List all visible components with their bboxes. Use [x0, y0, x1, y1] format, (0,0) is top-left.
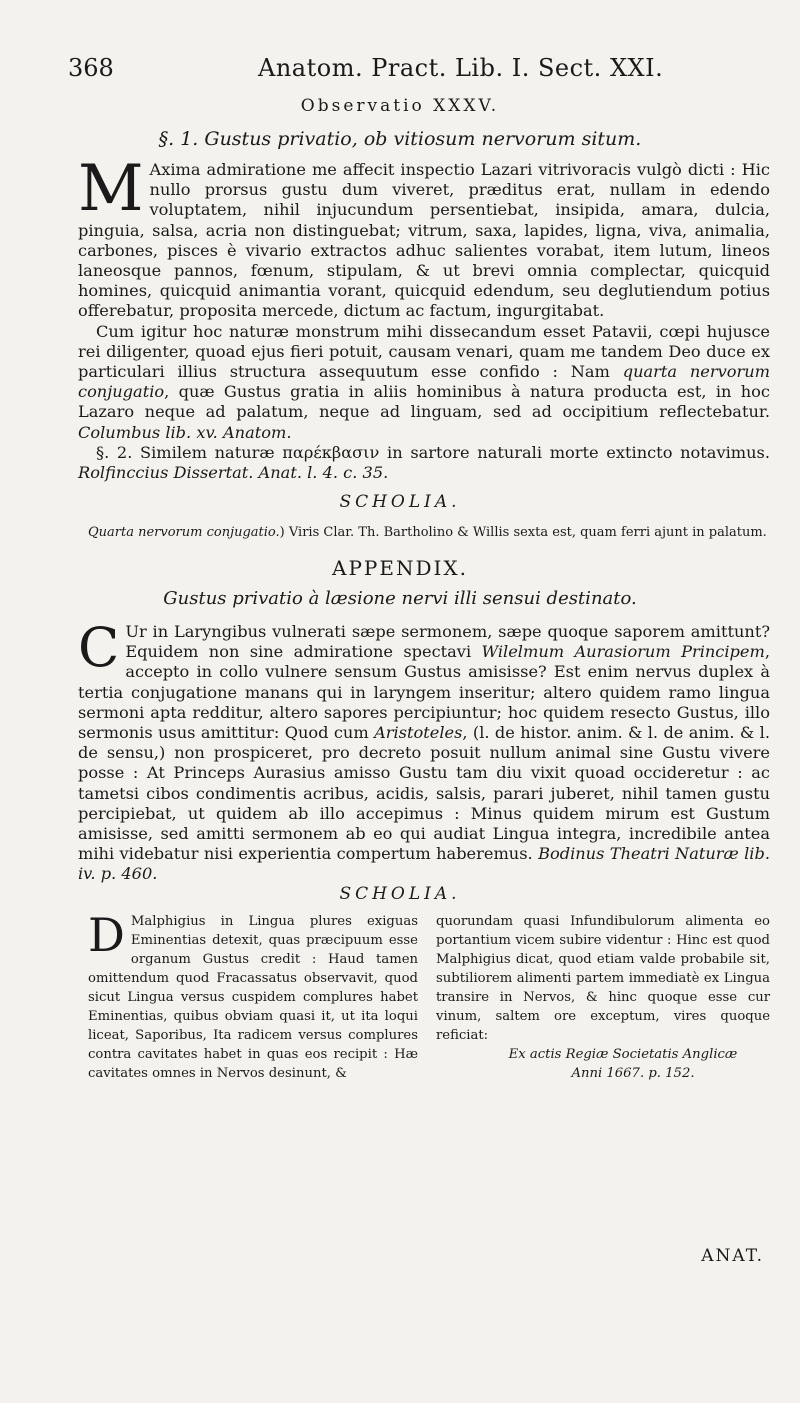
paragraph-4-text-b: , accepto in collo vulnere sensum Gustus amisisse? Est enim nervus duplex à tertia conjugatione manans qui in laryngem inseritur; altero quidem ramo lingua sermoni apta redditur, altero sapores percipiuntur; hoc quidem resecto Gustus, illo sermonis usus amittitur: Quod cum — [78, 642, 770, 743]
paragraph-4-text-c: , (l. de histor. anim. & l. de anim. & l. de sensu,) non prospiceret, pro decreto posuit nullum animal sine Gustu vivere posse : At Princeps Aurasius amisso Gustu tam diu vixit quoad occideretur : ac tametsi cibos condimentis acribus, acidis, salsis, parari juberet, nihil tamen gustu percipiebat, ut quidem ab illo accepimus : Minus quidem mirum est Gustum amisisse, sed amitti sermonem ab eo qui audiat Lingua integra, incredibile antea mihi videbatur nisi experientia compertum haberemus. — [78, 723, 770, 864]
appendix-subheading: Gustus privatio à læsione nervi illi sensui destinato. — [163, 588, 637, 609]
scholia-column-left — [88, 908, 418, 1083]
catchword: ANAT. — [701, 1246, 764, 1266]
paragraph-2-italic-a: quarta nervorum conjugatio — [78, 362, 770, 402]
scholia-heading-1: SCHOLIA. — [339, 492, 461, 512]
page-number: 368 — [68, 54, 114, 82]
paragraph-2-text-b: , quæ Gustus gratia in aliis hominibus à natura producta est, in hoc Lazaro neque ad palatum, neque ad linguam, sed ad occipitium reflectebatur. — [78, 382, 770, 422]
section-heading: §. 1. Gustus privatio, ob vitiosum nervorum situm. — [158, 128, 642, 150]
page-header — [68, 54, 760, 86]
paragraph-4 — [78, 616, 770, 885]
paragraph-4-italic-b: Aristoteles — [374, 723, 463, 743]
scholia-note-text: ) Viris Clar. Th. Bartholino & Willis sexta est, quam ferri ajunt in palatum. — [279, 525, 767, 540]
drop-cap-c: C — [78, 616, 120, 679]
observation-title: Observatio XXXV. — [300, 96, 500, 116]
source-citation-line-2: Anni 1667. p. 152. — [571, 1066, 695, 1081]
paragraph-3 — [78, 443, 770, 483]
running-head: Anatom. Pract. Lib. I. Sect. XXI. — [258, 54, 664, 82]
scholia-note-italic: Quarta nervorum conjugatio. — [88, 525, 280, 540]
appendix-heading: APPENDIX. — [332, 556, 468, 580]
paragraph-1 — [78, 152, 770, 322]
appendix-body — [78, 616, 770, 885]
paragraph-2-text-a: Cum igitur hoc naturæ monstrum mihi dissecandum esset Patavii, cœpi hujusce rei diligenter, quoad ejus fieri potuit, causam venari, quam me tandem Deo duce ex particulari illius structura assequutum esse confido : Nam — [78, 321, 770, 382]
column-right-text: quorundam quasi Infundibulorum alimenta eo portantium vicem subire videntur : Hinc est quod Malphigius dicat, quod etiam valde probabile sit, subtiliorem alimenti partem immediatè ex Lingua transire in Nervos, & hinc quoque esse cur vinum, saltem ore exceptum, vires quoque reficiat: — [436, 914, 770, 1043]
paragraph-1-text: Axima admiratione me affecit inspectio Lazari vitrivoracis vulgò dicti : Hic nullo prorsus gustu dum viveret, præditus erat, nullam in edendo voluptatem, nihil injucundum persentiebat, insipida, amara, dulcia, pinguia, salsa, acria non distinguebat; vitrum, saxa, lapides, ligna, viva, animalia, carbones, pisces è vivario extractos adhuc salientes vorabat, item lutum, lineos laneosque pannos, fœnum, stipulam, & ut brevi omnia complectar, quicquid homines, quicquid animantia vorant, quicquid edendum, seu deglutiendum potius offerebatur, proposita mercede, dictum ac factum, ingurgitabat. — [78, 160, 770, 321]
paragraph-4-text-a: Ur in Laryngibus vulnerati sæpe sermonem, sæpe quoque saporem amittunt? Equidem non sine admiratione spectavi — [125, 622, 770, 662]
paragraph-4-italic-a: Wilelmum Aurasiorum Principem — [481, 642, 765, 662]
source-citation-line-1: Ex actis Regiæ Societatis Anglicæ — [508, 1047, 738, 1062]
paragraph-3-text: §. 2. Similem naturæ παρέκβασιν in sartore naturali morte extincto notavimus. — [96, 442, 770, 462]
paragraph-2-citation: Columbus lib. xv. Anatom. — [78, 422, 292, 442]
drop-cap: M — [78, 152, 144, 226]
observation-body — [78, 152, 770, 483]
drop-cap-d: D — [88, 908, 125, 962]
paragraph-2 — [78, 322, 770, 443]
paragraph-3-citation: Rolfinccius Dissertat. Anat. l. 4. c. 35. — [78, 463, 389, 483]
scholia-column-right — [436, 912, 770, 1083]
scholia-note — [88, 525, 780, 540]
paragraph-4-citation: Bodinus Theatri Naturæ lib. iv. p. 460. — [78, 844, 770, 884]
scholia-heading-2: SCHOLIA. — [339, 884, 461, 904]
column-left-text: Malphigius in Lingua plures exiguas Eminentias detexit, quas præcipuum esse organum Gustus credit : Haud tamen omittendum quod Fracassatus observavit, quod sicut Lingua versus cuspidem complures habet Eminentias, quibus obviam quasi it, ut ita loqui liceat, Saporibus, Ita radicem versus complures contra cavitates habet in quas eos recipit : Hæ cavitates omnes in Nervos desinunt, & — [88, 914, 418, 1081]
